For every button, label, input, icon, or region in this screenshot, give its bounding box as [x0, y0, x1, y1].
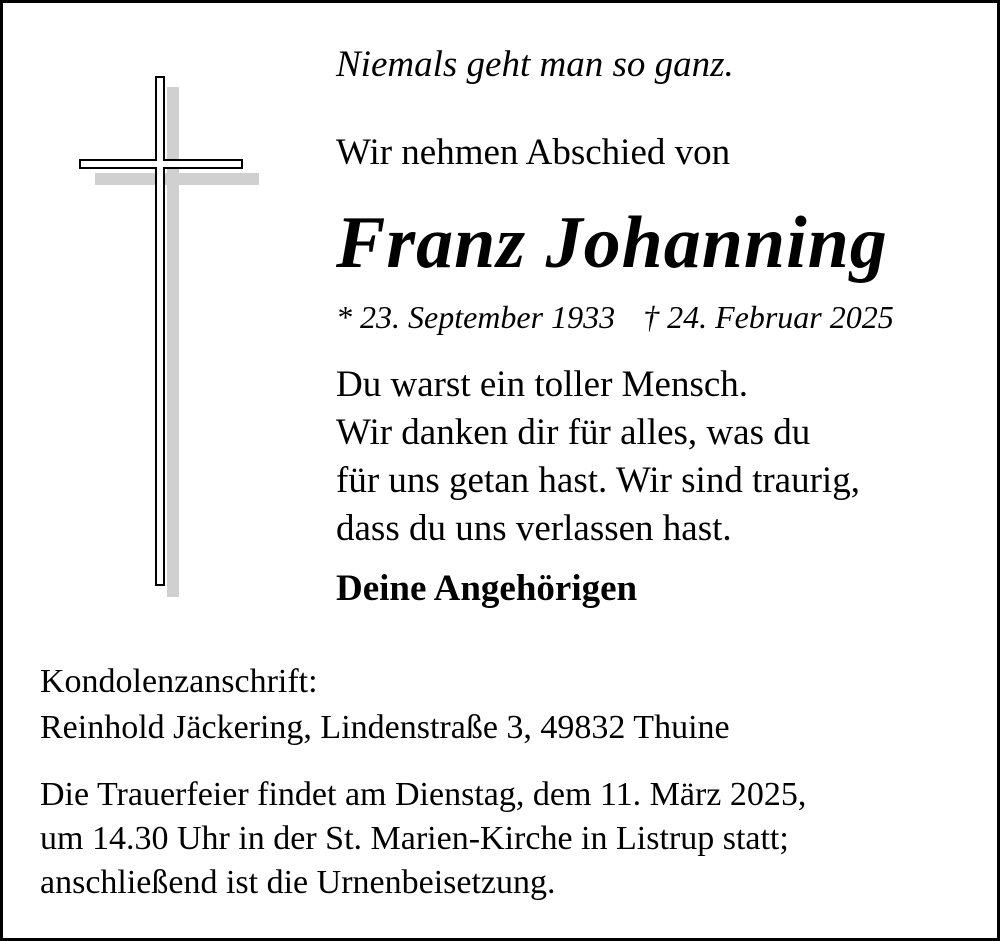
message-line: Wir danken dir für alles, was du [336, 412, 811, 453]
condolence-block [40, 659, 730, 751]
farewell-message [336, 361, 860, 553]
message-line: Du warst ein toller Mensch. [336, 364, 749, 405]
death-date: † 24. Februar 2025 [643, 299, 894, 335]
deceased-name: Franz Johanning [336, 202, 888, 284]
motto: Niemals geht man so ganz. [336, 44, 734, 85]
service-line: um 14.30 Uhr in der St. Marien-Kirche in Listrup statt; [40, 820, 789, 857]
service-info [40, 773, 806, 905]
service-line: Die Trauerfeier findet am Dienstag, dem 11. März 2025, [40, 776, 807, 813]
condolence-address: Reinhold Jäckering, Lindenstraße 3, 49832 Thuine [40, 709, 730, 746]
condolence-label: Kondolenzanschrift: [40, 663, 318, 700]
intro-text: Wir nehmen Abschied von [336, 132, 731, 173]
life-dates [336, 299, 894, 336]
cross-icon [73, 71, 263, 601]
birth-date: * 23. September 1933 [336, 299, 616, 335]
message-line: dass du uns verlassen hast. [336, 508, 732, 549]
service-line: anschließend ist die Urnenbeisetzung. [40, 864, 556, 901]
message-line: für uns getan hast. Wir sind traurig, [336, 460, 860, 501]
signature: Deine Angehörigen [336, 568, 638, 609]
